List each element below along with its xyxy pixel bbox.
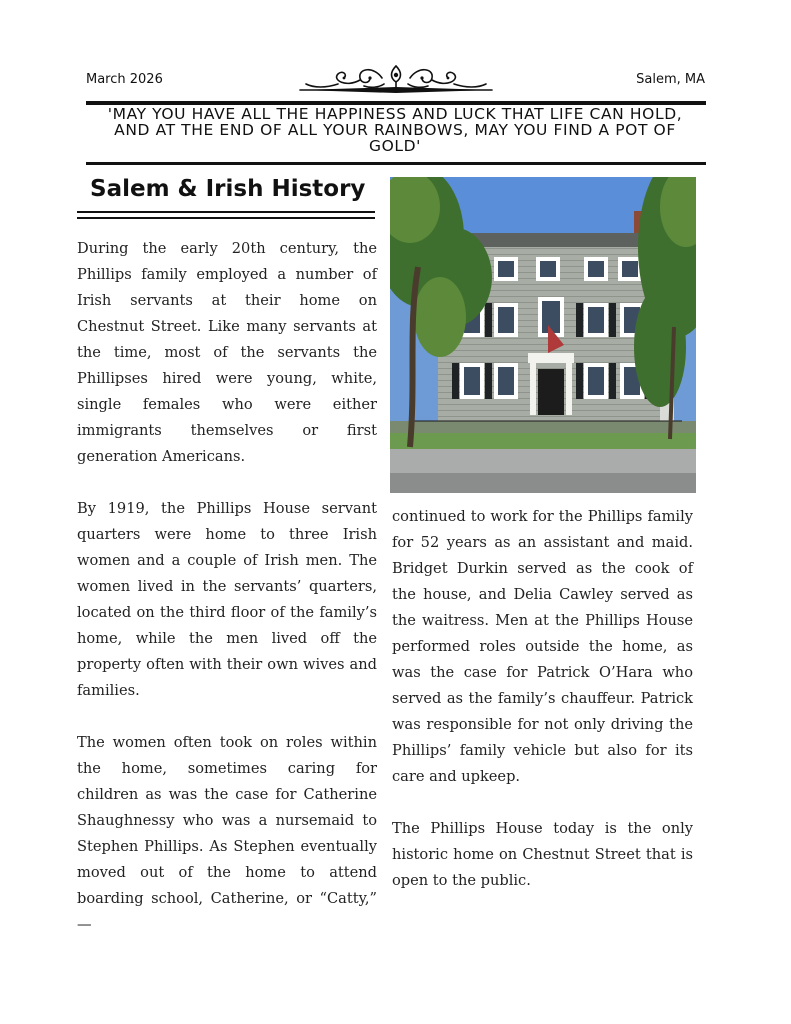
issue-date: March 2026 [86,72,163,87]
article-paragraph: By 1919, the Phillips House servant quarters were home to three Irish women and a couple of Irish men. The women lived in the servants’ quarters, located on the third floor of the family’s home, while the men lived off the property often with their own wives and families. [77,500,377,699]
section-title-rule-1 [77,211,375,213]
section-title: Salem & Irish History [90,176,366,202]
article-left-column [77,236,377,964]
article-paragraph: During the early 20th century, the Phillips family employed a number of Irish servants at their home on Chestnut Street. Like many servants at the time, most of the servants the Phillipses hired were young, white, single females who were either immigrants themselves or first generation Americans. [77,240,377,465]
historic-house-photo-icon [390,177,696,493]
article-right-column [392,504,693,920]
header-rule-bottom [86,162,706,165]
article-paragraph: The Phillips House today is the only historic home on Chestnut Street that is open to the public. [392,820,693,889]
issue-location: Salem, MA [636,72,705,87]
header-quote: 'MAY YOU HAVE ALL THE HAPPINESS AND LUCK THAT LIFE CAN HOLD, AND AT THE END OF ALL YOUR RAINBOWS, MAY YOU FIND A POT OF GOLD' [107,105,683,155]
article-paragraph: continued to work for the Phillips family for 52 years as an assistant and maid. Bridget Durkin served as the cook of the house, and Delia Cawley served as the waitress. Men at the Phillips House performed roles outside the home, as was the case for Patrick O’Hara who served as the family’s chauffeur. Patrick was responsible for not only driving the Phillips’ family vehicle but also for its care and upkeep. [392,508,693,785]
article-paragraph: The women often took on roles within the home, sometimes caring for children as was the case for Catherine Shaughnessy who was a nursemaid to Stephen Phillips. As Stephen eventually moved out of the home to attend boarding school, Catherine, or “Catty,” — [77,734,377,933]
flourish-ornament-icon [298,58,494,98]
section-title-rule-2 [77,217,375,219]
phillips-house-photo [390,177,696,493]
